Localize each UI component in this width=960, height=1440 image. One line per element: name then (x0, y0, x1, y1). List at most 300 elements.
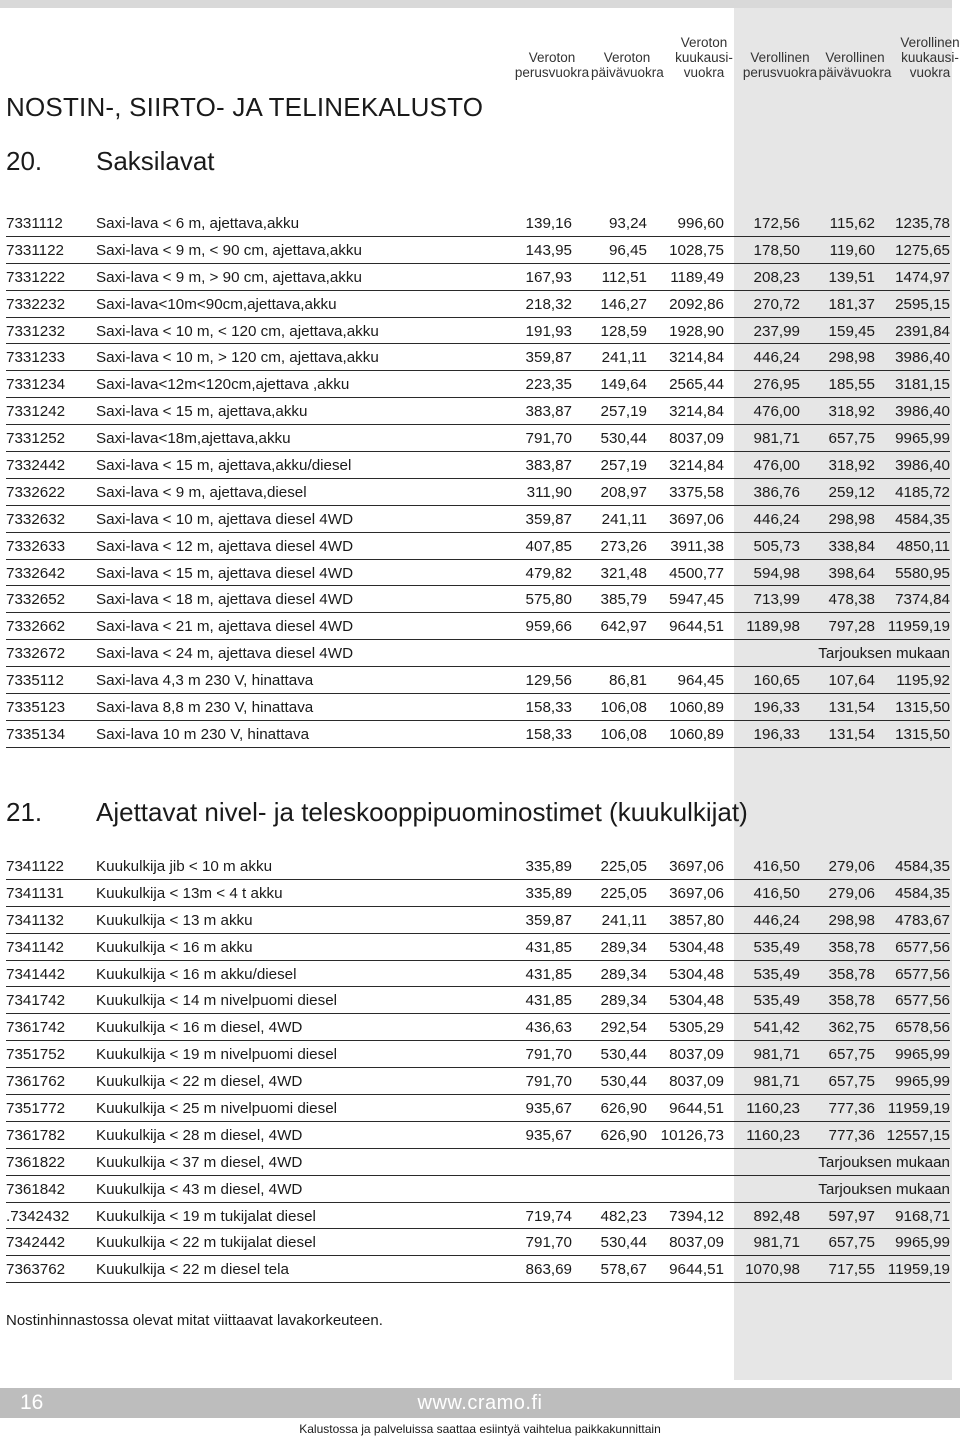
price-cell: 128,59 (600, 322, 647, 340)
price-cell: 1928,90 (669, 322, 724, 340)
table-row (0, 425, 952, 452)
product-code: 7332442 (6, 457, 66, 475)
column-header-line: vuokra (683, 65, 725, 80)
footer-disclaimer: Kalustossa ja palveluissa saattaa esiintyä vaihtelua paikkakunnittain (299, 1422, 661, 1436)
product-description: Kuukulkija < 43 m diesel, 4WD (96, 1180, 303, 1198)
product-code: 7335112 (6, 672, 64, 690)
table-row (0, 371, 952, 398)
price-cell: 791,70 (525, 430, 572, 448)
price-cell: 191,93 (525, 322, 572, 340)
product-code: 7361782 (6, 1126, 66, 1144)
table-row (0, 1041, 952, 1068)
product-description: Saxi-lava < 9 m, < 90 cm, ajettava,akku (96, 241, 362, 259)
price-cell: 3857,80 (669, 911, 724, 929)
price-cell: 321,48 (600, 564, 647, 582)
price-cell: 863,69 (525, 1261, 572, 1279)
product-description: Kuukulkija < 22 m tukijalat diesel (96, 1234, 316, 1252)
price-cell: 575,80 (525, 591, 572, 609)
price-cell: 713,99 (753, 591, 800, 609)
price-cell: 777,36 (828, 1126, 875, 1144)
table-row (0, 560, 952, 587)
price-cell: 1070,98 (745, 1261, 800, 1279)
product-description: Saxi-lava < 10 m, ajettava diesel 4WD (96, 510, 354, 528)
price-cell: 359,87 (525, 510, 572, 528)
price-cell: 431,85 (525, 938, 572, 956)
section-number: 20. (6, 146, 43, 176)
page-title: NOSTIN-, SIIRTO- JA TELINEKALUSTO (6, 92, 484, 122)
product-description: Saxi-lava < 24 m, ajettava diesel 4WD (96, 645, 354, 663)
price-cell: 3986,40 (895, 349, 950, 367)
price-cell: 3375,58 (669, 483, 724, 501)
product-description: Kuukulkija < 16 m akku (96, 938, 253, 956)
price-cell: 259,12 (828, 483, 875, 501)
table-row (0, 880, 952, 907)
table-row (0, 1122, 952, 1149)
product-code: 7361842 (6, 1180, 66, 1198)
price-cell: 4850,11 (896, 537, 950, 555)
price-cell: 86,81 (608, 672, 647, 690)
price-cell: 505,73 (753, 537, 800, 555)
price-cell: 5304,48 (669, 965, 724, 983)
price-cell: 4500,77 (669, 564, 724, 582)
product-code: 7331233 (6, 349, 66, 367)
price-cell: 535,49 (753, 938, 800, 956)
table-row (0, 1229, 952, 1256)
price-cell: 935,67 (525, 1126, 572, 1144)
table-row (0, 1149, 952, 1176)
price-cell: 160,65 (753, 672, 800, 690)
price-cell: 241,11 (601, 911, 647, 929)
price-cell: 530,44 (600, 430, 647, 448)
product-code: 7341442 (6, 965, 66, 983)
price-cell: 10126,73 (660, 1126, 724, 1144)
column-header (815, 50, 895, 80)
price-cell: 279,06 (828, 884, 875, 902)
price-cell: 112,51 (601, 268, 647, 286)
table-row (0, 291, 952, 318)
product-code: 7361822 (6, 1153, 66, 1171)
price-note: Tarjouksen mukaan (818, 1180, 950, 1198)
price-cell: 1474,97 (895, 268, 950, 286)
price-cell: 1195,92 (896, 672, 950, 690)
right-margin (952, 0, 960, 1380)
price-cell: 225,05 (600, 858, 647, 875)
table-row (0, 452, 952, 479)
table-row (0, 1095, 952, 1122)
price-cell: 131,54 (828, 699, 875, 717)
section-name: Ajettavat nivel- ja teleskooppipuominostimet (kuukulkijat) (96, 797, 748, 827)
product-code: 7332672 (6, 645, 66, 663)
price-cell: 143,95 (525, 241, 572, 259)
price-cell: 139,51 (828, 268, 875, 286)
price-cell: 9965,99 (895, 1073, 950, 1091)
price-cell: 476,00 (753, 457, 800, 475)
table-row (0, 318, 952, 345)
price-cell: 358,78 (828, 965, 875, 983)
price-cell: 777,36 (828, 1100, 875, 1118)
price-cell: 129,56 (525, 672, 572, 690)
price-cell: 3911,38 (670, 537, 724, 555)
product-description: Kuukulkija < 28 m diesel, 4WD (96, 1126, 303, 1144)
table-row (0, 853, 952, 880)
price-cell: 3214,84 (669, 403, 724, 421)
row-divider (6, 747, 950, 748)
price-cell: 8037,09 (669, 430, 724, 448)
product-description: Kuukulkija < 37 m diesel, 4WD (96, 1153, 303, 1171)
column-header-line: Verollinen (825, 50, 885, 65)
price-cell: 289,34 (600, 992, 647, 1010)
price-table-kuukulkijat (0, 853, 952, 1283)
column-header-line: vuokra (909, 65, 951, 80)
website-link[interactable]: www.cramo.fi (417, 1392, 543, 1414)
price-cell: 657,75 (828, 1046, 875, 1064)
price-cell: 292,54 (600, 1019, 647, 1037)
table-row (0, 694, 952, 721)
price-cell: 225,05 (600, 884, 647, 902)
product-code: 7331242 (6, 403, 66, 421)
price-note: Tarjouksen mukaan (818, 645, 950, 663)
column-header-line: Verollinen (750, 50, 810, 65)
price-cell: 8037,09 (669, 1046, 724, 1064)
price-cell: 6577,56 (895, 965, 950, 983)
table-row (0, 961, 952, 988)
table-row (0, 1068, 952, 1095)
price-cell: 196,33 (753, 725, 800, 743)
price-cell: 1235,78 (895, 215, 950, 232)
price-cell: 385,79 (600, 591, 647, 609)
product-code: 7332662 (6, 618, 66, 636)
price-cell: 1275,65 (895, 241, 950, 259)
product-description: Saxi-lava < 10 m, > 120 cm, ajettava,akku (96, 349, 379, 367)
price-cell: 479,82 (525, 564, 572, 582)
price-cell: 892,48 (753, 1207, 800, 1225)
product-description: Saxi-lava < 12 m, ajettava diesel 4WD (96, 537, 354, 555)
price-cell: 657,75 (828, 430, 875, 448)
price-cell: 4783,67 (895, 911, 950, 929)
table-row (0, 506, 952, 533)
table-row (0, 264, 952, 291)
table-row (0, 934, 952, 961)
column-header-line: Veroton (603, 50, 651, 65)
price-cell: 106,08 (600, 725, 647, 743)
price-cell: 981,71 (753, 1046, 800, 1064)
table-row (0, 613, 952, 640)
price-cell: 338,84 (828, 537, 875, 555)
price-cell: 436,63 (525, 1019, 572, 1037)
price-cell: 996,60 (677, 215, 724, 232)
product-code: 7335123 (6, 699, 66, 717)
product-code: 7331122 (6, 241, 64, 259)
price-cell: 1028,75 (669, 241, 724, 259)
product-description: Saxi-lava < 18 m, ajettava diesel 4WD (96, 591, 354, 609)
price-cell: 208,23 (753, 268, 800, 286)
product-description: Saxi-lava 8,8 m 230 V, hinattava (96, 699, 314, 717)
table-row (0, 1014, 952, 1041)
price-cell: 657,75 (828, 1073, 875, 1091)
table-row (0, 344, 952, 371)
price-cell: 797,28 (828, 618, 875, 636)
price-cell: 4584,35 (895, 858, 950, 875)
table-row (0, 667, 952, 694)
column-header-line: päivävuokra (591, 65, 664, 80)
price-cell: 2565,44 (669, 376, 724, 394)
column-headers (0, 30, 960, 80)
price-cell: 791,70 (525, 1073, 572, 1091)
price-cell: 8037,09 (669, 1234, 724, 1252)
product-code: 7361762 (6, 1073, 66, 1091)
price-cell: 530,44 (600, 1073, 647, 1091)
price-cell: 6577,56 (895, 938, 950, 956)
product-description: Kuukulkija < 16 m akku/diesel (96, 965, 297, 983)
price-cell: 2391,84 (895, 322, 950, 340)
product-description: Kuukulkija < 19 m nivelpuomi diesel (96, 1046, 338, 1064)
price-cell: 7374,84 (895, 591, 950, 609)
price-cell: 3214,84 (669, 349, 724, 367)
price-cell: 359,87 (525, 349, 572, 367)
price-cell: 167,93 (525, 268, 572, 286)
price-cell: 2092,86 (669, 295, 724, 313)
product-code: 7331234 (6, 376, 66, 394)
product-description: Saxi-lava < 15 m, ajettava,akku (96, 403, 308, 421)
table-row (0, 586, 952, 613)
price-cell: 257,19 (600, 457, 647, 475)
price-cell: 657,75 (828, 1234, 875, 1252)
table-row (0, 398, 952, 425)
price-cell: 9168,71 (895, 1207, 950, 1225)
price-cell: 139,16 (525, 215, 572, 232)
price-cell: 446,24 (753, 510, 800, 528)
price-cell: 335,89 (525, 858, 572, 875)
price-cell: 1189,98 (746, 618, 800, 636)
price-cell: 4584,35 (895, 510, 950, 528)
price-cell: 196,33 (753, 699, 800, 717)
price-cell: 626,90 (600, 1100, 647, 1118)
section-name: Saksilavat (96, 146, 215, 176)
price-cell: 6578,56 (895, 1019, 950, 1037)
price-cell: 270,72 (753, 295, 800, 313)
price-cell: 9965,99 (895, 1046, 950, 1064)
price-cell: 159,45 (828, 322, 875, 340)
price-cell: 298,98 (828, 349, 875, 367)
table-row (0, 533, 952, 560)
price-cell: 1060,89 (669, 699, 724, 717)
price-cell: 717,55 (828, 1261, 875, 1279)
column-header-line: perusvuokra (742, 65, 818, 80)
product-description: Kuukulkija < 14 m nivelpuomi diesel (96, 992, 338, 1010)
table-row (0, 987, 952, 1014)
price-cell: 11959,19 (887, 618, 950, 636)
price-cell: 9965,99 (895, 1234, 950, 1252)
product-code: 7363762 (6, 1261, 66, 1279)
price-cell: 362,75 (828, 1019, 875, 1037)
price-cell: 642,97 (600, 618, 647, 636)
price-cell: 223,35 (525, 376, 572, 394)
product-description: Kuukulkija jib < 10 m akku (96, 858, 273, 875)
table-row (0, 237, 952, 264)
price-cell: 7394,12 (669, 1207, 724, 1225)
price-cell: 8037,09 (669, 1073, 724, 1091)
product-description: Kuukulkija < 13m < 4 t akku (96, 884, 283, 902)
table-row (0, 1176, 952, 1203)
price-cell: 208,97 (600, 483, 647, 501)
product-code: 7351772 (6, 1100, 66, 1118)
product-code: 7332652 (6, 591, 66, 609)
price-cell: 12557,15 (886, 1126, 950, 1144)
price-cell: 273,26 (600, 537, 647, 555)
product-description: Kuukulkija < 13 m akku (96, 911, 253, 929)
price-cell: 935,67 (525, 1100, 572, 1118)
price-cell: 1060,89 (669, 725, 724, 743)
price-cell: 289,34 (600, 938, 647, 956)
price-cell: 149,64 (600, 376, 647, 394)
price-cell: 446,24 (753, 349, 800, 367)
price-cell: 981,71 (753, 1073, 800, 1091)
column-header-line: Veroton (528, 50, 576, 65)
price-cell: 9644,51 (669, 618, 724, 636)
price-cell: 358,78 (828, 938, 875, 956)
price-cell: 9644,51 (669, 1100, 724, 1118)
product-description: Saxi-lava<10m<90cm,ajettava,akku (96, 295, 337, 313)
column-header (894, 35, 960, 80)
price-cell: 5947,45 (669, 591, 724, 609)
product-description: Saxi-lava < 6 m, ajettava,akku (96, 215, 300, 232)
price-cell: 257,19 (600, 403, 647, 421)
price-cell: 446,24 (753, 911, 800, 929)
price-cell: 478,38 (828, 591, 875, 609)
product-description: Saxi-lava < 9 m, > 90 cm, ajettava,akku (96, 268, 362, 286)
price-cell: 4185,72 (895, 483, 950, 501)
product-code: .7342432 (6, 1207, 70, 1225)
price-cell: 594,98 (753, 564, 800, 582)
price-cell: 5305,29 (669, 1019, 724, 1037)
price-cell: 431,85 (525, 965, 572, 983)
price-cell: 482,23 (600, 1207, 647, 1225)
price-cell: 5304,48 (669, 938, 724, 956)
price-cell: 158,33 (525, 725, 572, 743)
product-description: Saxi-lava<12m<120cm,ajettava ,akku (96, 376, 350, 394)
row-divider (6, 1282, 950, 1283)
price-cell: 318,92 (828, 403, 875, 421)
product-code: 7361742 (6, 1019, 66, 1037)
product-code: 7351752 (6, 1046, 66, 1064)
product-description: Saxi-lava 10 m 230 V, hinattava (96, 725, 310, 743)
product-code: 7331252 (6, 430, 66, 448)
price-cell: 476,00 (753, 403, 800, 421)
price-cell: 9644,51 (669, 1261, 724, 1279)
price-cell: 181,37 (828, 295, 875, 313)
product-code: 7332232 (6, 295, 66, 313)
price-cell: 535,49 (753, 992, 800, 1010)
page-number: 16 (20, 1391, 44, 1414)
price-cell: 185,55 (828, 376, 875, 394)
price-cell: 3181,15 (895, 376, 950, 394)
price-cell: 719,74 (525, 1207, 572, 1225)
price-cell: 535,49 (753, 965, 800, 983)
price-cell: 597,97 (828, 1207, 875, 1225)
price-cell: 289,34 (600, 965, 647, 983)
column-header-line: kuukausi- (675, 50, 733, 65)
price-cell: 791,70 (525, 1046, 572, 1064)
product-description: Kuukulkija < 22 m diesel tela (96, 1261, 289, 1279)
price-cell: 1160,23 (746, 1100, 800, 1118)
price-cell: 335,89 (525, 884, 572, 902)
price-cell: 5580,95 (895, 564, 950, 582)
price-cell: 146,27 (600, 295, 647, 313)
product-description: Saxi-lava < 10 m, < 120 cm, ajettava,akku (96, 322, 379, 340)
price-cell: 115,62 (829, 215, 875, 232)
column-header (591, 50, 663, 80)
product-description: Kuukulkija < 19 m tukijalat diesel (96, 1207, 316, 1225)
price-cell: 3986,40 (895, 457, 950, 475)
price-cell: 311,90 (526, 483, 572, 501)
price-table-saksilavat (0, 210, 952, 748)
column-header (740, 50, 820, 80)
price-cell: 1315,50 (895, 699, 950, 717)
price-cell: 11959,19 (887, 1261, 950, 1279)
product-description: Saxi-lava < 21 m, ajettava diesel 4WD (96, 618, 354, 636)
product-description: Saxi-lava 4,3 m 230 V, hinattava (96, 672, 314, 690)
price-cell: 178,50 (753, 241, 800, 259)
top-border (0, 0, 960, 8)
price-cell: 9965,99 (895, 430, 950, 448)
product-description: Saxi-lava < 9 m, ajettava,diesel (96, 483, 307, 501)
product-code: 7341131 (6, 884, 64, 902)
price-cell: 218,32 (525, 295, 572, 313)
price-cell: 416,50 (753, 884, 800, 902)
column-header-line: Veroton (680, 35, 728, 50)
price-cell: 96,45 (608, 241, 647, 259)
product-code: 7342442 (6, 1234, 66, 1252)
column-header-line: kuukausi- (901, 50, 959, 65)
price-cell: 298,98 (828, 510, 875, 528)
price-cell: 276,95 (753, 376, 800, 394)
footnote: Nostinhinnastossa olevat mitat viittaavat lavakorkeuteen. (6, 1312, 383, 1329)
product-code: 7332642 (6, 564, 66, 582)
product-code: 7331222 (6, 268, 66, 286)
product-code: 7331112 (6, 215, 63, 232)
price-note: Tarjouksen mukaan (818, 1153, 950, 1171)
product-code: 7332622 (6, 483, 66, 501)
column-header (668, 35, 740, 80)
price-cell: 131,54 (828, 725, 875, 743)
table-row (0, 1256, 952, 1283)
price-cell: 1315,50 (895, 725, 950, 743)
price-cell: 237,99 (753, 322, 800, 340)
price-cell: 981,71 (753, 430, 800, 448)
price-cell: 119,60 (829, 241, 875, 259)
price-cell: 6577,56 (895, 992, 950, 1010)
price-cell: 386,76 (753, 483, 800, 501)
product-description: Kuukulkija < 22 m diesel, 4WD (96, 1073, 303, 1091)
price-cell: 3697,06 (669, 858, 724, 875)
price-cell: 541,42 (753, 1019, 800, 1037)
section-number: 21. (6, 797, 43, 827)
price-cell: 107,64 (828, 672, 875, 690)
price-cell: 791,70 (525, 1234, 572, 1252)
table-row (0, 721, 952, 748)
product-description: Saxi-lava<18m,ajettava,akku (96, 430, 291, 448)
price-cell: 158,33 (525, 699, 572, 717)
price-cell: 241,11 (601, 349, 647, 367)
price-cell: 1160,23 (746, 1126, 800, 1144)
product-code: 7335134 (6, 725, 66, 743)
price-cell: 11959,19 (887, 1100, 950, 1118)
price-cell: 4584,35 (895, 884, 950, 902)
price-cell: 431,85 (525, 992, 572, 1010)
product-code: 7332632 (6, 510, 66, 528)
table-row (0, 479, 952, 506)
table-row (0, 907, 952, 934)
